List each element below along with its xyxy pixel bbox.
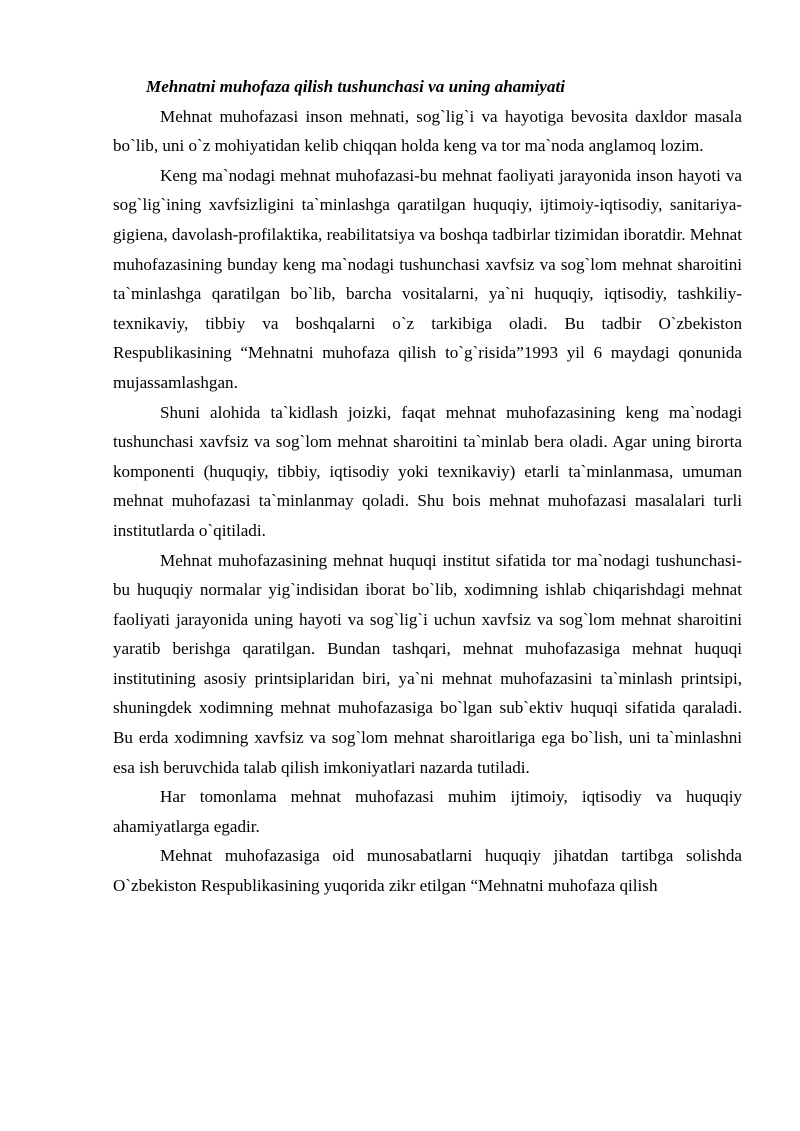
paragraph-regulation: Mehnat muhofazasiga oid munosabatlarni huquqiy jihatdan tartibga solishda O`zbekiston Respublikasining yuqorida zikr etilgan “Mehnatni muhofaza qilish <box>113 846 742 896</box>
paragraph-broad-meaning: Keng ma`nodagi mehnat muhofazasi-bu mehnat faoliyati jarayonida inson hayoti va sog`lig`ining xavfsizligini ta`minlashga qaratilgan huquqiy, ijtimoiy-iqtisodiy, sanitariya-gigiena, davolash-profilaktika, reabilitatsiya va boshqa tadbirlar tizimidan iboratdir. Mehnat muhofazasining bunday keng ma`nodagi tushunchasi xavfsiz va sog`lom mehnat sharoitini ta`minlashga qaratilgan bo`lib, barcha vositalarni, ya`ni huquqiy, iqtisodiy, tashkiliy-texnikaviy, tibbiy va boshqalarni o`z tarkibiga oladi. Bu tadbir O`zbekiston Respublikasining “Mehnatni muhofaza qilish to`g`risida”1993 yil 6 maydagi qonunida mujassamlashgan. <box>113 165 742 392</box>
paragraph-emphasis: Shuni alohida ta`kidlash joizki, faqat mehnat muhofazasining keng ma`nodagi tushunchasi xavfsiz va sog`lom mehnat sharoitini ta`minlab bera oladi. Agar uning birorta komponenti (huquqiy, tibbiy, iqtisodiy yoki texnikaviy) etarli ta`minlanmasa, umuman mehnat muhofazasi ta`minlanmay qoladi. Shu bois mehnat muhofazasi masalalari turli institutlarda o`qitiladi. <box>113 402 742 540</box>
document-heading: Mehnatni muhofaza qilish tushunchasi va uning ahamiyati <box>146 77 565 96</box>
paragraph-narrow-meaning: Mehnat muhofazasining mehnat huquqi institut sifatida tor ma`nodagi tushunchasi-bu huquqiy normalar yig`indisidan iborat bo`lib, xodimning ishlab chiqarishdagi mehnat faoliyati jarayonida uning hayoti va sog`lig`i uchun xavfsiz va sog`lom mehnat sharoitini yaratib berishga qaratilgan. Bundan tashqari, mehnat muhofazasiga mehnat huquqi institutining asosiy printsiplaridan biri, ya`ni mehnat muhofazasini ta`minlash printsipi, shuningdek xodimning mehnat muhofazasiga bo`lgan sub`ektiv huquqi sifatida qaraladi. Bu erda xodimning xavfsiz va sog`lom mehnat sharoitlariga ega bo`lish, uni ta`minlashni esa ish beruvchida talab qilish imkoniyatlari nazarda tutiladi. <box>113 550 742 777</box>
paragraph-definition: Mehnat muhofazasi inson mehnati, sog`lig`i va hayotiga bevosita daxldor masala bo`lib, uni o`z mohiyatidan kelib chiqqan holda keng va tor ma`noda anglamoq lozim. <box>113 106 742 156</box>
paragraph-importance: Har tomonlama mehnat muhofazasi muhim ijtimoiy, iqtisodiy va huquqiy ahamiyatlarga egadir. <box>113 787 742 836</box>
document-page <box>113 72 742 901</box>
